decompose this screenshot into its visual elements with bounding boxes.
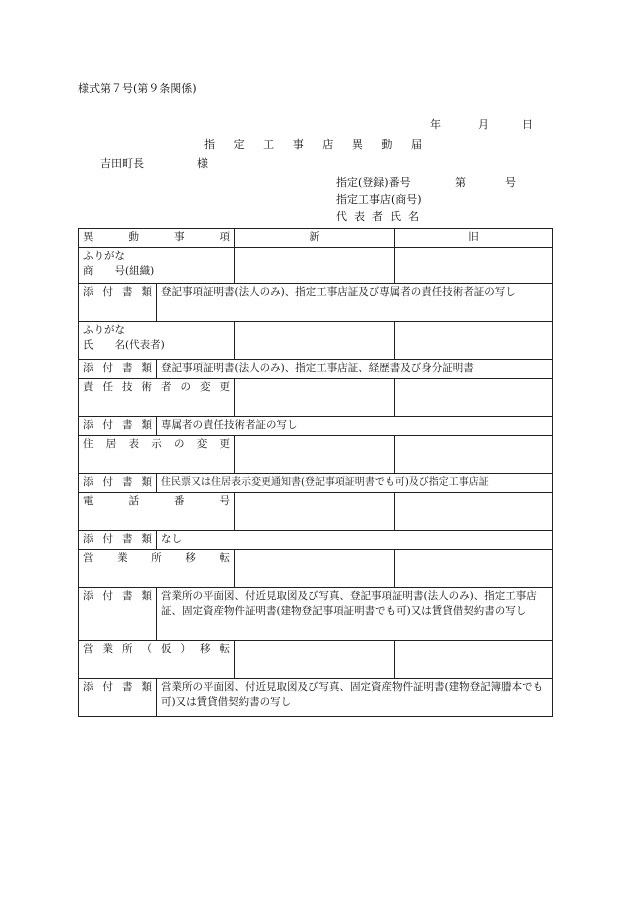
table-row (79, 679, 553, 717)
table-row (79, 322, 553, 360)
table-row (79, 641, 553, 679)
addressee-mayor: 吉田町長 (100, 157, 144, 170)
title-char: 工 (263, 138, 275, 151)
new-value-cell[interactable] (235, 550, 395, 588)
new-value-cell[interactable] (235, 493, 395, 531)
form-id: 様式第７号(第９条関係) (78, 82, 197, 95)
attach-label: 添 付 書 類 (79, 417, 157, 436)
table-row (79, 248, 553, 284)
table-row (79, 588, 553, 641)
registration-number-label: 指定(登録)番号 (336, 176, 411, 189)
representative-name-label: 代表者氏名 (336, 210, 426, 223)
header-old: 旧 (395, 229, 553, 248)
attach-documents-text: 営業所の平面図、付近見取図及び写真、固定資産物件証明書(建物登記簿謄本でも可)又は賃貸借契約書の写し (157, 679, 553, 717)
row-label-name: ふりがな 氏 名(代表者) (79, 322, 235, 360)
date-month: 月 (478, 118, 489, 131)
old-value-cell[interactable] (395, 248, 553, 284)
row-label-phone-number: 電 話 番 号 (79, 493, 235, 531)
table-header-row (79, 229, 553, 248)
table-row (79, 417, 553, 436)
old-value-cell[interactable] (395, 322, 553, 360)
table-row (79, 284, 553, 322)
registration-go: 号 (505, 176, 516, 189)
old-value-cell[interactable] (395, 436, 553, 474)
addressee-honorific: 様 (197, 157, 208, 170)
table-row (79, 360, 553, 379)
row-label-chief-engineer-change: 責 任 技 術 者 の 変 更 (79, 379, 235, 417)
header-item: 異 動 事 項 (79, 229, 235, 248)
old-value-cell[interactable] (395, 493, 553, 531)
attach-documents-text: なし (157, 531, 553, 550)
old-value-cell[interactable] (395, 550, 553, 588)
store-name-label: 指定工事店(商号) (336, 193, 422, 206)
attach-label: 添 付 書 類 (79, 531, 157, 550)
change-notice-table (78, 228, 553, 717)
new-value-cell[interactable] (235, 248, 395, 284)
attach-label: 添 付 書 類 (79, 360, 157, 379)
new-value-cell[interactable] (235, 322, 395, 360)
title-char: 店 (322, 138, 334, 151)
date-year: 年 (430, 118, 441, 131)
title-char: 届 (410, 138, 422, 151)
title-char: 事 (292, 138, 304, 151)
table-row (79, 379, 553, 417)
title-char: 異 (351, 138, 363, 151)
table-row (79, 550, 553, 588)
row-label-address-change: 住 居 表 示 の 変 更 (79, 436, 235, 474)
new-value-cell[interactable] (235, 641, 395, 679)
document-title (204, 138, 422, 152)
header-new: 新 (235, 229, 395, 248)
title-char: 定 (233, 138, 245, 151)
attach-documents-text: 住民票又は住居表示変更通知書(登記事項証明書でも可)及び指定工事店証 (157, 474, 553, 493)
title-char: 指 (204, 138, 215, 151)
registration-dai: 第 (455, 176, 466, 189)
attach-label: 添 付 書 類 (79, 679, 157, 717)
new-value-cell[interactable] (235, 379, 395, 417)
table-row (79, 531, 553, 550)
attach-documents-text: 営業所の平面図、付近見取図及び写真、登記事項証明書(法人のみ)、指定工事店証、固定資産物件証明書(建物登記事項証明書でも可)又は賃貸借契約書の写し (157, 588, 553, 641)
table-row (79, 436, 553, 474)
row-label-temporary-office-relocation: 営 業 所 （ 仮 ） 移 転 (79, 641, 235, 679)
date-day: 日 (522, 118, 533, 131)
old-value-cell[interactable] (395, 379, 553, 417)
attach-documents-text: 登記事項証明書(法人のみ)、指定工事店証及び専属者の責任技術者証の写し (157, 284, 553, 322)
attach-label: 添 付 書 類 (79, 474, 157, 493)
row-label-office-relocation: 営 業 所 移 転 (79, 550, 235, 588)
table-row (79, 493, 553, 531)
attach-label: 添 付 書 類 (79, 284, 157, 322)
row-label-trade-name: ふりがな 商 号(組織) (79, 248, 235, 284)
attach-label: 添 付 書 類 (79, 588, 157, 641)
old-value-cell[interactable] (395, 641, 553, 679)
attach-documents-text: 専属者の責任技術者証の写し (157, 417, 553, 436)
new-value-cell[interactable] (235, 436, 395, 474)
table-row (79, 474, 553, 493)
title-char: 動 (381, 138, 393, 151)
attach-documents-text: 登記事項証明書(法人のみ)、指定工事店証、経歴書及び身分証明書 (157, 360, 553, 379)
